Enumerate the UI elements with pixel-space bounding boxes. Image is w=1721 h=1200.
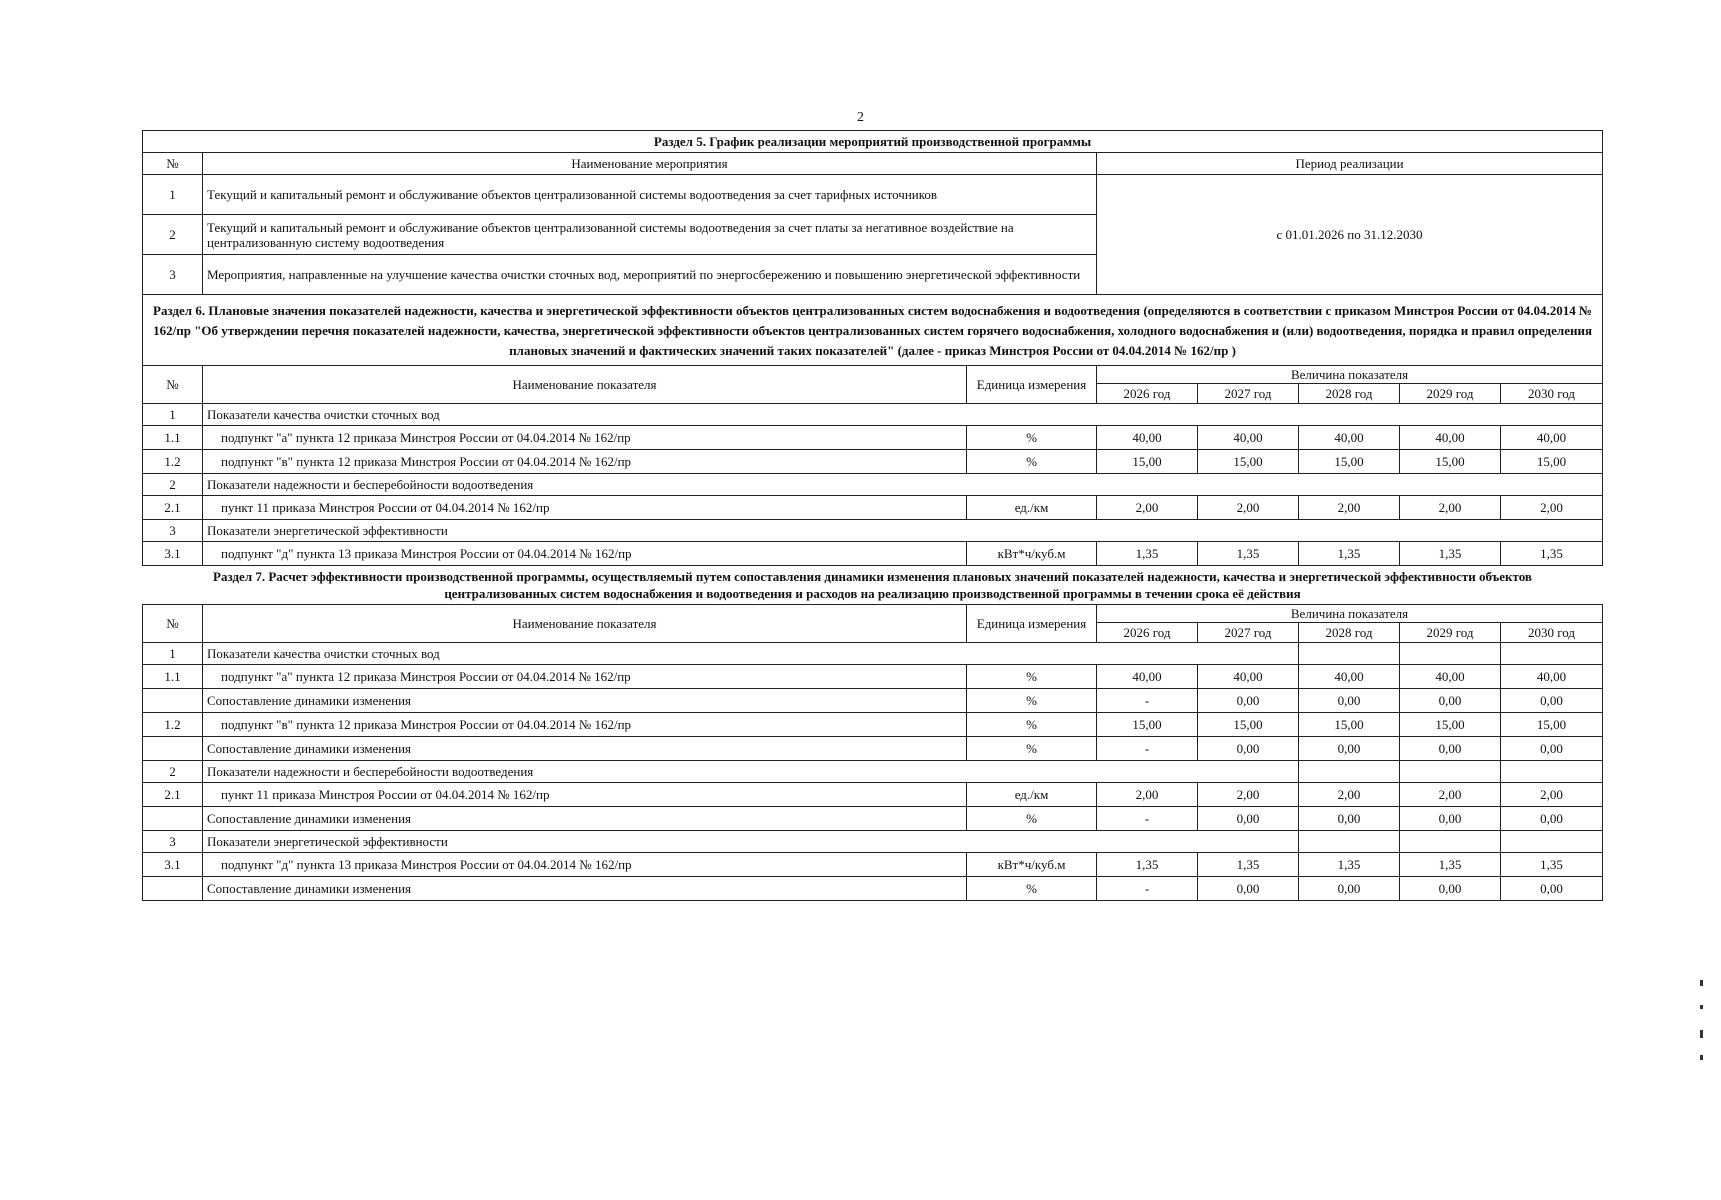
group-no: 3 — [143, 520, 203, 542]
indicator-no: 1.1 — [143, 665, 203, 689]
activity-no: 1 — [143, 175, 203, 215]
col-value-header: Величина показателя — [1097, 366, 1603, 384]
year-header: 2028 год — [1299, 384, 1400, 404]
value-cell: 1,35 — [1097, 853, 1198, 877]
group-name: Показатели надежности и бесперебойности водоотведения — [203, 474, 1603, 496]
group-no: 2 — [143, 474, 203, 496]
indicator-name: подпункт "а" пункта 12 приказа Минстроя России от 04.04.2014 № 162/пр — [203, 665, 967, 689]
comparison-cell: 0,00 — [1299, 877, 1400, 901]
value-cell: 2,00 — [1097, 496, 1198, 520]
section7-table — [142, 566, 1603, 901]
col-indicator-header: Наименование показателя — [203, 366, 967, 404]
scan-edge-mark — [1700, 1005, 1703, 1009]
value-cell: 1,35 — [1501, 542, 1603, 566]
value-cell: 2,00 — [1501, 496, 1603, 520]
value-cell: 2,00 — [1501, 783, 1603, 807]
value-cell: 40,00 — [1400, 426, 1501, 450]
group-name: Показатели надежности и бесперебойности водоотведения — [203, 761, 1299, 783]
indicator-unit: % — [967, 426, 1097, 450]
col-no-header: № — [143, 153, 203, 175]
activity-name: Текущий и капитальный ремонт и обслуживание объектов централизованной системы водоотведения за счет платы за негативное воздействие на централизованную систему водоотведения — [203, 215, 1097, 255]
comparison-cell: 0,00 — [1400, 807, 1501, 831]
comparison-cell: 0,00 — [1198, 737, 1299, 761]
comparison-unit: % — [967, 689, 1097, 713]
value-cell: 15,00 — [1299, 450, 1400, 474]
value-cell: 40,00 — [1097, 665, 1198, 689]
col-no-header: № — [143, 605, 203, 643]
value-cell: 40,00 — [1299, 665, 1400, 689]
value-cell: 2,00 — [1198, 783, 1299, 807]
comparison-cell: - — [1097, 689, 1198, 713]
comparison-cell: 0,00 — [1299, 737, 1400, 761]
indicator-name: пункт 11 приказа Минстроя России от 04.04.2014 № 162/пр — [203, 496, 967, 520]
indicator-unit: кВт*ч/куб.м — [967, 853, 1097, 877]
indicator-unit: % — [967, 713, 1097, 737]
comparison-cell: 0,00 — [1501, 689, 1603, 713]
indicator-no: 3.1 — [143, 542, 203, 566]
col-value-header: Величина показателя — [1097, 605, 1603, 623]
comparison-unit: % — [967, 737, 1097, 761]
group-no: 1 — [143, 643, 203, 665]
comparison-cell: - — [1097, 737, 1198, 761]
year-header: 2029 год — [1400, 623, 1501, 643]
year-header: 2026 год — [1097, 623, 1198, 643]
group-name: Показатели качества очистки сточных вод — [203, 404, 1603, 426]
comparison-cell: 0,00 — [1299, 807, 1400, 831]
value-cell: 1,35 — [1097, 542, 1198, 566]
value-cell: 15,00 — [1198, 713, 1299, 737]
activity-name: Мероприятия, направленные на улучшение качества очистки сточных вод, мероприятий по энергосбережению и повышению энергетической эффективности — [203, 255, 1097, 295]
indicator-name: подпункт "д" пункта 13 приказа Минстроя России от 04.04.2014 № 162/пр — [203, 542, 967, 566]
indicator-no: 2.1 — [143, 496, 203, 520]
value-cell: 40,00 — [1097, 426, 1198, 450]
col-unit-header: Единица измерения — [967, 366, 1097, 404]
value-cell: 2,00 — [1198, 496, 1299, 520]
value-cell: 15,00 — [1400, 713, 1501, 737]
scan-edge-mark — [1700, 1030, 1703, 1038]
indicator-unit: ед./км — [967, 496, 1097, 520]
col-no-header: № — [143, 366, 203, 404]
comparison-unit: % — [967, 877, 1097, 901]
activity-name: Текущий и капитальный ремонт и обслуживание объектов централизованной системы водоотведения за счет тарифных источников — [203, 175, 1097, 215]
indicator-name: пункт 11 приказа Минстроя России от 04.04.2014 № 162/пр — [203, 783, 967, 807]
section6-title: Раздел 6. Плановые значения показателей надежности, качества и энергетической эффективности объектов централизованных систем водоснабжения и водоотведения (определяются в соответствии с приказом Минстроя России от 04.04.2014 № 162/пр "Об утверждении перечня показателей надежности, качества, энергетической эффективности объектов централизованных систем горячего водоснабжения, холодного водоснабжения и (или) водоотведения, порядка и правил определения плановых значений и фактических значений таких показателей" (далее - приказ Минстроя России от 04.04.2014 № 162/пр ) — [143, 295, 1603, 366]
comparison-label: Сопоставление динамики изменения — [203, 877, 967, 901]
year-header: 2026 год — [1097, 384, 1198, 404]
value-cell: 15,00 — [1400, 450, 1501, 474]
indicator-unit: % — [967, 450, 1097, 474]
value-cell: 2,00 — [1400, 783, 1501, 807]
group-name: Показатели энергетической эффективности — [203, 831, 1299, 853]
comparison-cell: 0,00 — [1299, 689, 1400, 713]
indicator-no: 3.1 — [143, 853, 203, 877]
value-cell: 1,35 — [1400, 542, 1501, 566]
value-cell: 2,00 — [1097, 783, 1198, 807]
value-cell: 1,35 — [1198, 853, 1299, 877]
section6-table — [142, 295, 1603, 566]
indicator-no: 1.2 — [143, 450, 203, 474]
comparison-cell: 0,00 — [1501, 877, 1603, 901]
indicator-no: 2.1 — [143, 783, 203, 807]
value-cell: 40,00 — [1501, 426, 1603, 450]
value-cell: 15,00 — [1501, 450, 1603, 474]
indicator-name: подпункт "д" пункта 13 приказа Минстроя России от 04.04.2014 № 162/пр — [203, 853, 967, 877]
activity-no: 2 — [143, 215, 203, 255]
group-name: Показатели качества очистки сточных вод — [203, 643, 1299, 665]
value-cell: 1,35 — [1198, 542, 1299, 566]
value-cell: 15,00 — [1299, 713, 1400, 737]
indicator-name: подпункт "а" пункта 12 приказа Минстроя России от 04.04.2014 № 162/пр — [203, 426, 967, 450]
group-name: Показатели энергетической эффективности — [203, 520, 1603, 542]
scan-edge-mark — [1700, 980, 1703, 986]
group-no: 3 — [143, 831, 203, 853]
col-period-header: Период реализации — [1097, 153, 1603, 175]
value-cell: 40,00 — [1501, 665, 1603, 689]
value-cell: 40,00 — [1400, 665, 1501, 689]
year-header: 2029 год — [1400, 384, 1501, 404]
col-activity-header: Наименование мероприятия — [203, 153, 1097, 175]
comparison-cell: 0,00 — [1501, 807, 1603, 831]
scan-edge-mark — [1700, 1055, 1703, 1060]
value-cell: 1,35 — [1299, 853, 1400, 877]
group-no: 2 — [143, 761, 203, 783]
comparison-label: Сопоставление динамики изменения — [203, 737, 967, 761]
value-cell: 40,00 — [1198, 426, 1299, 450]
value-cell: 15,00 — [1097, 713, 1198, 737]
value-cell: 40,00 — [1299, 426, 1400, 450]
implementation-period: с 01.01.2026 по 31.12.2030 — [1097, 175, 1603, 295]
year-header: 2030 год — [1501, 623, 1603, 643]
section5-title: Раздел 5. График реализации мероприятий производственной программы — [143, 131, 1603, 153]
comparison-cell: 0,00 — [1400, 877, 1501, 901]
indicator-unit: ед./км — [967, 783, 1097, 807]
page-number: 2 — [857, 110, 864, 125]
year-header: 2027 год — [1198, 623, 1299, 643]
value-cell: 2,00 — [1299, 783, 1400, 807]
value-cell: 15,00 — [1097, 450, 1198, 474]
section5-table — [142, 130, 1603, 295]
col-indicator-header: Наименование показателя — [203, 605, 967, 643]
comparison-label: Сопоставление динамики изменения — [203, 689, 967, 713]
value-cell: 15,00 — [1501, 713, 1603, 737]
indicator-unit: кВт*ч/куб.м — [967, 542, 1097, 566]
indicator-name: подпункт "в" пункта 12 приказа Минстроя России от 04.04.2014 № 162/пр — [203, 450, 967, 474]
value-cell: 1,35 — [1501, 853, 1603, 877]
value-cell: 15,00 — [1198, 450, 1299, 474]
indicator-unit: % — [967, 665, 1097, 689]
document-body — [142, 130, 1602, 901]
value-cell: 2,00 — [1400, 496, 1501, 520]
year-header: 2028 год — [1299, 623, 1400, 643]
indicator-no: 1.1 — [143, 426, 203, 450]
comparison-cell: - — [1097, 877, 1198, 901]
comparison-label: Сопоставление динамики изменения — [203, 807, 967, 831]
year-header: 2030 год — [1501, 384, 1603, 404]
value-cell: 2,00 — [1299, 496, 1400, 520]
value-cell: 1,35 — [1299, 542, 1400, 566]
comparison-cell: 0,00 — [1501, 737, 1603, 761]
indicator-name: подпункт "в" пункта 12 приказа Минстроя России от 04.04.2014 № 162/пр — [203, 713, 967, 737]
comparison-cell: - — [1097, 807, 1198, 831]
group-no: 1 — [143, 404, 203, 426]
section7-title: Раздел 7. Расчет эффективности производственной программы, осуществляемый путем сопоставления динамики изменения плановых значений показателей надежности, качества и энергетической эффективности объектов централизованных систем водоснабжения и водоотведения и расходов на реализацию производственной программы в течении срока её действия — [213, 569, 1532, 601]
activity-no: 3 — [143, 255, 203, 295]
comparison-cell: 0,00 — [1400, 689, 1501, 713]
comparison-cell: 0,00 — [1400, 737, 1501, 761]
value-cell: 1,35 — [1400, 853, 1501, 877]
comparison-unit: % — [967, 807, 1097, 831]
value-cell: 40,00 — [1198, 665, 1299, 689]
year-header: 2027 год — [1198, 384, 1299, 404]
comparison-cell: 0,00 — [1198, 877, 1299, 901]
comparison-cell: 0,00 — [1198, 807, 1299, 831]
indicator-no: 1.2 — [143, 713, 203, 737]
col-unit-header: Единица измерения — [967, 605, 1097, 643]
comparison-cell: 0,00 — [1198, 689, 1299, 713]
